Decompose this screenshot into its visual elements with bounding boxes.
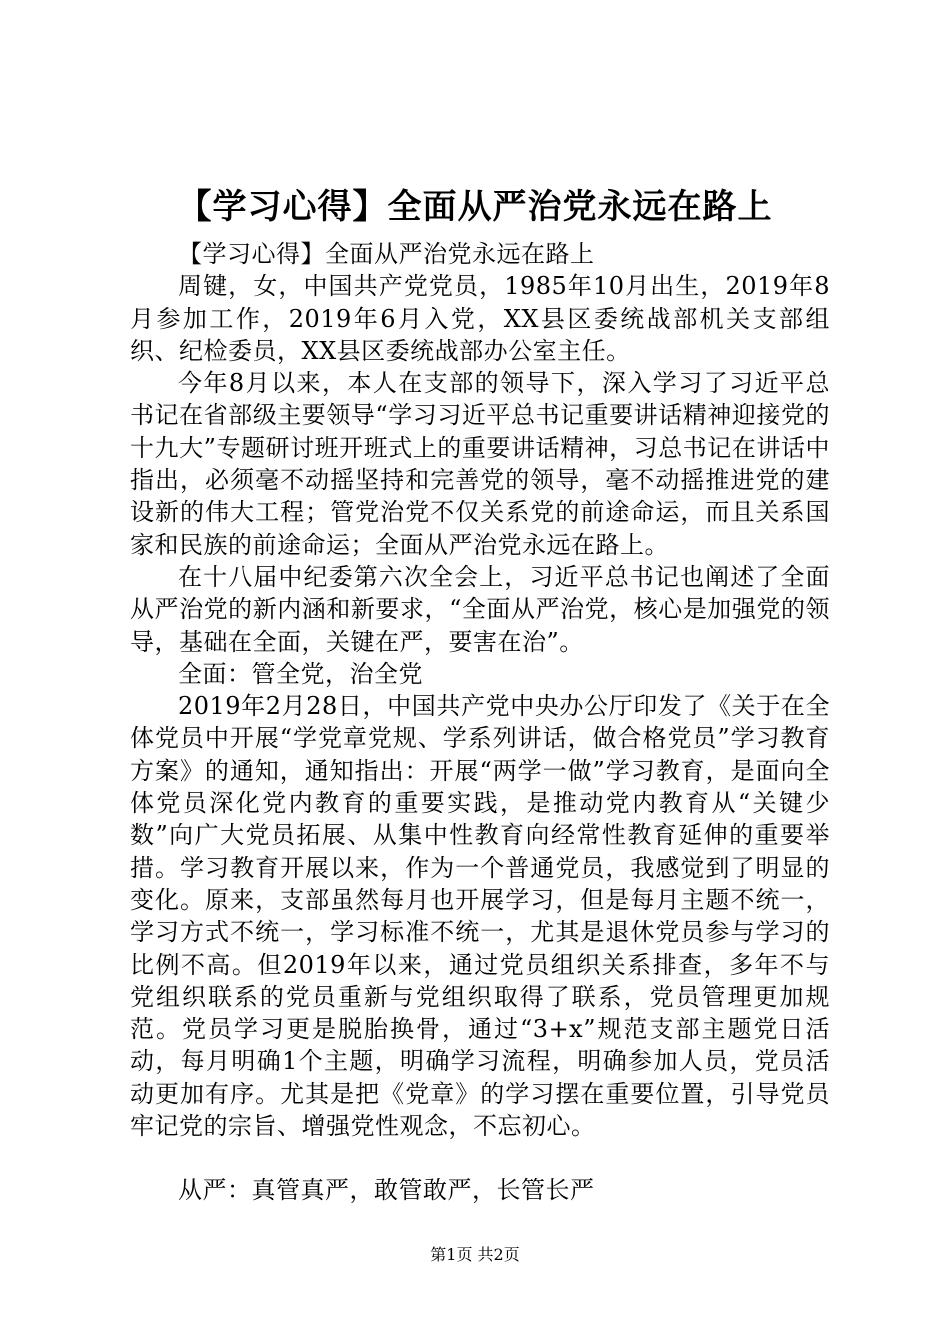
paragraph-plenary-session: 在十八届中纪委第六次全会上，习近平总书记也阐述了全面从严治党的新内涵和新要求，“全面从严治党，核心是加强党的领导，基础在全面，关键在严，要害在治”。 (130, 562, 830, 656)
page-number-footer: 第1页 共2页 (430, 1245, 520, 1264)
paragraph-heading-repeat: 【学习心得】全面从严治党永远在路上 (178, 240, 595, 268)
paragraph-two-studies-one-action: 2019年2月28日，中国共产党中央办公厅印发了《关于在全体党员中开展“学党章党规、学系列讲话，做合格党员”学习教育方案》的通知，通知指出：开展“两学一做”学习教育，是面向全体党员深化党内教育的重要实践，是推动党内教育从“关键少数”向广大党员拓展、从集中性教育向经常性教育延伸的重要举措。学习教育开展以来，作为一个普通党员，我感觉到了明显的变化。原来，支部虽然每月也开展学习，但是每月主题不统一，学习方式不统一，学习标准不统一，尤其是退休党员参与学习的比例不高。但2019年以来，通过党员组织关系排查，多年不与党组织联系的党员重新与党组织取得了联系，党员管理更加规范。党员学习更是脱胎换骨，通过“3+x”规范支部主题党日活动，每月明确1个主题，明确学习流程，明确参加人员，党员活动更加有序。尤其是把《党章》的学习摆在重要位置，引导党员牢记党的宗旨、增强党性观念，不忘初心。 (130, 692, 830, 1141)
section-heading-comprehensive: 全面：管全党，治全党 (178, 659, 423, 688)
document-title: 【学习心得】全面从严治党永远在路上 (177, 187, 773, 227)
document-body (130, 238, 830, 1207)
section-heading-strict: 从严：真管真严，敢管敢严，长管长严 (178, 1176, 595, 1205)
paragraph-study-summary: 今年8月以来，本人在支部的领导下，深入学习了习近平总书记在省部级主要领导“学习习近平总书记重要讲话精神迎接党的十九大”专题研讨班开班式上的重要讲话精神，习总书记在讲话中指出，必须毫不动摇坚持和完善党的领导，毫不动摇推进党的建设新的伟大工程；管党治党不仅关系党的前途命运，而且关系国家和民族的前途命运；全面从严治党永远在路上。 (130, 369, 830, 559)
paragraph-author-bio: 周键，女，中国共产党党员，1985年10月出生，2019年8月参加工作，2019年6月入党，XX县区委统战部机关支部组织、纪检委员，XX县区委统战部办公室主任。 (130, 272, 830, 365)
